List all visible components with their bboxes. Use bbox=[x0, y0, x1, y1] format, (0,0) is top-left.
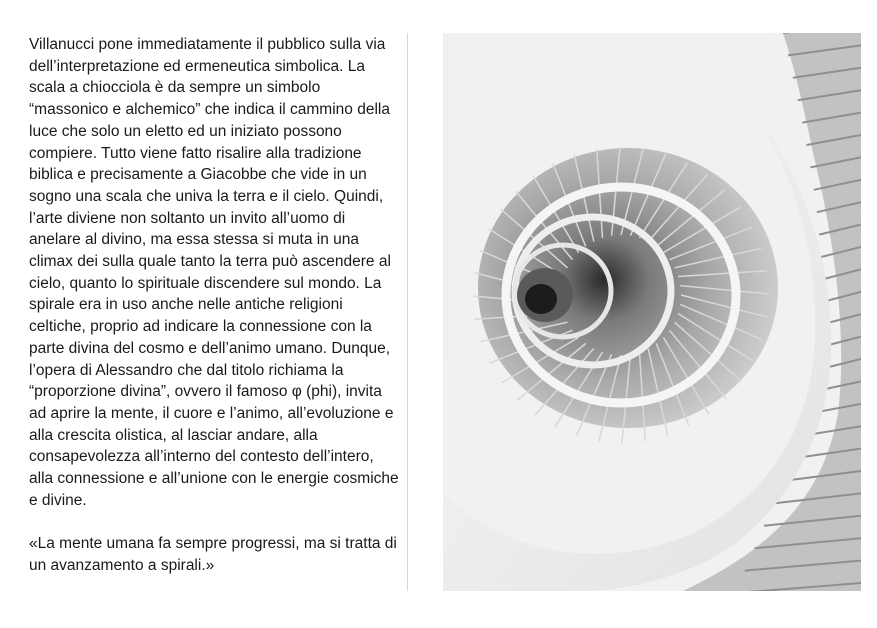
spiral-staircase-photo bbox=[443, 33, 861, 591]
article-text-column bbox=[29, 34, 401, 577]
article-quote: «La mente umana fa sempre progressi, ma si tratta di un avanzamento a spirali.» bbox=[29, 535, 397, 574]
spiral-staircase-image bbox=[443, 33, 861, 591]
column-divider bbox=[407, 33, 408, 591]
spiral-core bbox=[525, 284, 557, 314]
article-paragraph: Villanucci pone immediatamente il pubblico sulla via dell’interpretazione ed ermeneutica simbolica. La scala a chiocciola è da sempre un simbolo “massonico e alchemico” che indica il cammino della luce che solo un eletto ed un iniziato possono compiere. Tutto viene fatto risalire alla tradizione biblica e precisamente a Giacobbe che vide in un sogno una scala che univa la terra e il cielo. Quindi, l’arte diviene non soltanto un invito all’uomo di anelare al divino, ma essa stessa si muta in una climax dei sulla quale tanto la terra può ascendere al cielo, quanto lo spirituale discendere sul mondo. La spirale era in uso anche nelle antiche religioni celtiche, proprio ad indicare la connessione con la parte divina del cosmo e dell’animo umano. Dunque, l’opera di Alessandro che dal titolo richiama la “proporzione divina”, ovvero il famoso φ (phi), invita ad aprire la mente, il cuore e l’animo, all’evoluzione e alla crescita olistica, al lasciar andare, alla consapevolezza all’interno del contesto dell’intero, alla connessione e all’unione con le energie cosmiche e divine. bbox=[29, 36, 399, 509]
